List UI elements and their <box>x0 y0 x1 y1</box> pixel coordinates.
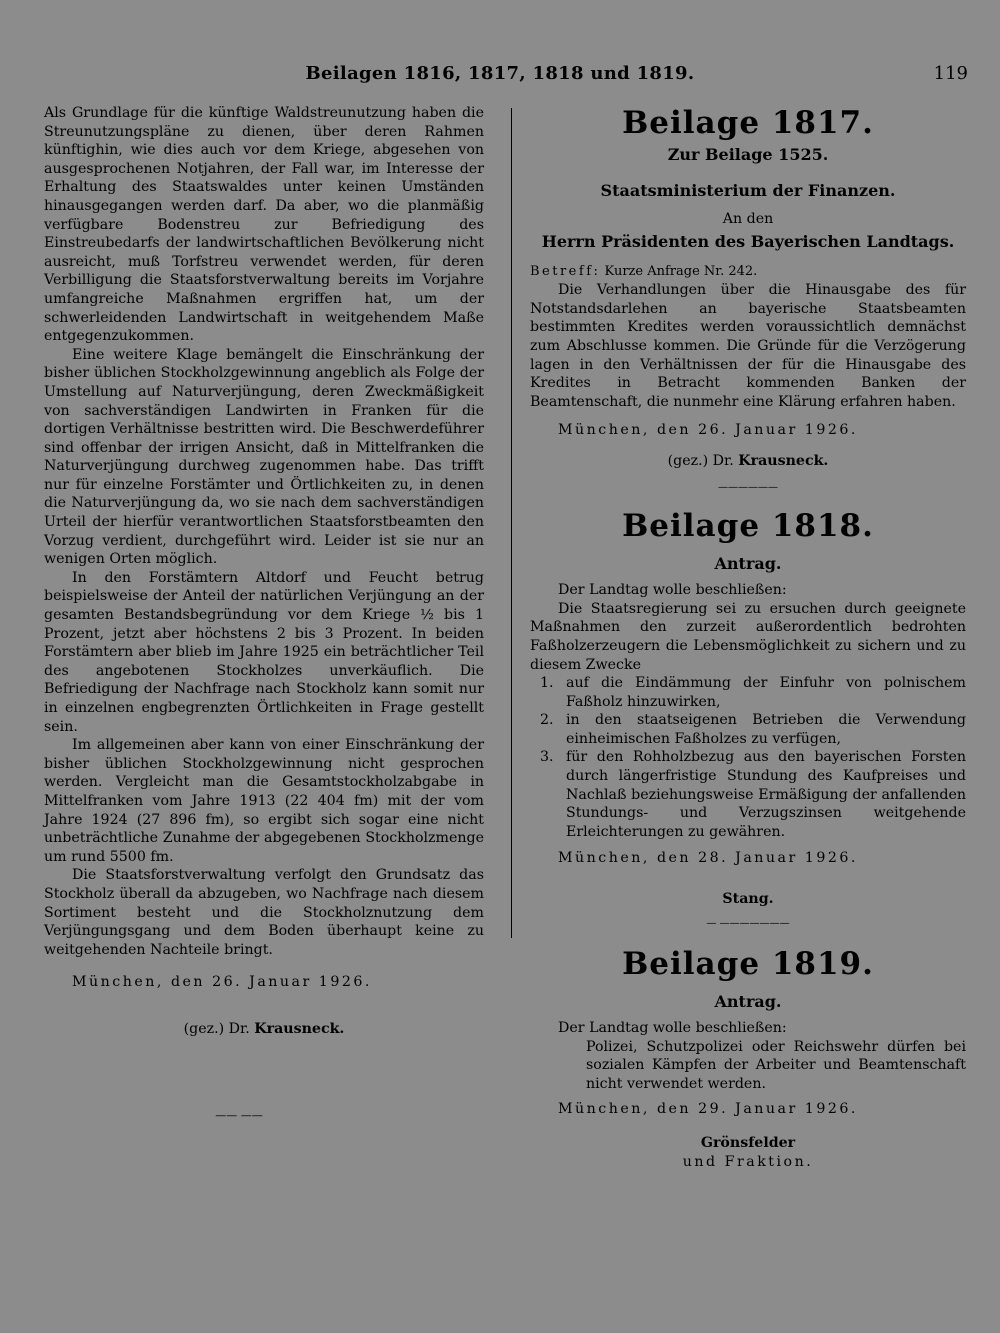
ministry-line: Staatsministerium der Finanzen. <box>600 181 896 200</box>
motion-label: Antrag. <box>714 992 782 1012</box>
column-divider <box>511 108 512 938</box>
reference-line: Zur Beilage 1525. <box>667 145 829 164</box>
section-title-1818: Beilage 1818. <box>622 508 874 545</box>
paragraph: Eine weitere Klage bemängelt die Einschränkung der bisher üblichen Stockholzgewinnung angeblich als Folge der Umstellung auf Naturverjüngung, deren Zweckmäßigkeit von sachverständigen Landwirten in Franken für die dortigen Verhältnisse bestritten wird. Die Beschwerdeführer sind offenbar der irrigen Ansicht, daß in Mittelfranken die Naturverjüngung durchweg zugenommen habe. Das trifft nur für einzelne Forstämter und Örtlichkeiten zu, in denen die Naturverjüngung da, wo sie nach dem sachverständigen Urteil der hierfür verantwortlichen Staatsforstbeamten den Vorzug verdient, durchgeführt wird. Leider ist sie nur an wenigen Orten möglich. <box>44 346 484 568</box>
signature <box>530 452 966 471</box>
signature <box>44 1020 484 1039</box>
paragraph: In den Forstämtern Altdorf und Feucht betrug beispielsweise der Anteil der natürlichen Verjüngung an der gesamten Bestandsbegründung vor dem Kriege ½ bis 1 Prozent, jetzt aber höchstens 2 bis 3 Prozent. In beiden Forstämtern aber blieb im Jahre 1925 ein beträchtlicher Teil des angebotenen Stockholzes unverkäuflich. Die Befriedigung der Nachfrage nach Stockholz kann somit nur in einzelnen engbegrenzten Örtlichkeiten in Frage gestellt sein. <box>44 569 484 735</box>
date-line: München, den 26. Januar 1926. <box>72 974 372 991</box>
resolution-intro: Der Landtag wolle beschließen: <box>558 1020 787 1037</box>
left-column <box>44 104 484 1125</box>
subject-label: Betreff: <box>530 263 601 279</box>
demand-list <box>530 674 966 841</box>
section-title-1817: Beilage 1817. <box>622 105 874 141</box>
signature-name: Stang. <box>722 891 774 908</box>
paragraph: Die Staatsforstverwaltung verfolgt den Grundsatz das Stockholz überall da abzugeben, wo Nachfrage nach diesem Sortiment besteht und die Stockholznutzung dem Verjüngungsgang und dem Boden überhaupt keine zu weitgehenden Nachteile bringt. <box>44 867 484 958</box>
list-item: 1. auf die Eindämmung der Einfuhr von polnischem Faßholz hinzuwirken, <box>540 675 966 710</box>
signature-prefix: (gez.) Dr. <box>667 452 734 469</box>
list-item: 3. für den Rohholzbezug aus den bayerischen Forsten durch längerfristige Stundung des Kaufpreises und Nachlaß beziehungsweise Ermäßigung der anfallenden Stundungs- und Verzugszinsen weitgehende Erleichterungen zu gewähren. <box>540 749 966 840</box>
signature-suffix: und Fraktion. <box>682 1153 814 1170</box>
addressee: Herrn Präsidenten des Bayerischen Landtags. <box>541 231 955 251</box>
page-number: 119 <box>933 63 968 84</box>
section-title-1819: Beilage 1819. <box>622 946 874 983</box>
date-line: München, den 26. Januar 1926. <box>558 422 858 439</box>
list-item: 2. in den staatseigenen Betrieben die Verwendung einheimischen Faßholzes zu verfügen, <box>540 712 966 747</box>
date-line: München, den 28. Januar 1926. <box>558 850 858 867</box>
signature-prefix: (gez.) Dr. <box>183 1020 250 1037</box>
paragraph: Polizei, Schutzpolizei oder Reichswehr dürfen bei sozialen Kämpfen der Arbeiter und Beamtenschaft nicht verwendet werden. <box>586 1038 966 1092</box>
separator-rule: —————— <box>718 481 778 493</box>
page-header-title: Beilagen 1816, 1817, 1818 und 1819. <box>305 63 695 84</box>
resolution-intro: Der Landtag wolle beschließen: <box>558 582 787 599</box>
signature-name: Krausneck. <box>738 452 829 469</box>
addressee-prefix: An den <box>722 211 774 227</box>
paragraph: Als Grundlage für die künftige Waldstreunutzung haben die Streunutzungspläne zu dienen, über deren Rahmen künftighin, wie dies auch vor dem Kriege, abgesehen von ausgesprochenen Notjahren, der Fall war, im Interesse der Erhaltung des Staatswaldes unter keinen Umständen hinausgegangen werden darf. Da aber, wo die planmäßig verfügbare Bodenstreu zur Befriedigung des Einstreubedarfs der landwirtschaftlichen Bevölkerung nicht ausreicht, muß Torfstreu verwendet werden, für deren Verbilligung die Staatsforstverwaltung bereits im Vorjahre umfangreiche Maßnahmen ergriffen hat, um der schwerleidenden Landwirtschaft in weitgehendem Maße entgegenzukommen. <box>44 105 484 345</box>
subject-line <box>530 263 966 282</box>
date-line: München, den 29. Januar 1926. <box>558 1100 858 1117</box>
separator-rule: —— —— <box>215 1108 263 1122</box>
separator-rule: — ——————— <box>706 917 790 929</box>
subject-text: Kurze Anfrage Nr. 242. <box>604 263 758 279</box>
motion-label: Antrag. <box>714 554 782 574</box>
paragraph: Die Verhandlungen über die Hinausgabe des für Notstandsdarlehen an bayerische Staatsbeamten bestimmten Kredites werden voraussichtlich demnächst zum Abschlusse kommen. Die Gründe für die Verzögerung lagen in den Verhältnissen der für die Hinausgabe des Kredites in Betracht kommenden Banken der Beamtenschaft, die nunmehr eine Klärung erfahren haben. <box>530 282 966 410</box>
right-column <box>530 104 966 1171</box>
paragraph: Die Staatsregierung sei zu ersuchen durch geeignete Maßnahmen den zurzeit außerordentlich bedrohten Faßholzerzeugern die Lebensmöglichkeit zu sichern und zu diesem Zwecke <box>530 600 966 673</box>
signature-name: Grönsfelder <box>700 1135 796 1152</box>
paragraph: Im allgemeinen aber kann von einer Einschränkung der bisher üblichen Stockholzgewinnung nicht gesprochen werden. Vergleicht man die Gesamtstockholzabgabe in Mittelfranken vom Jahre 1913 (22 404 fm) mit der vom Jahre 1924 (27 896 fm), so ergibt sich sogar eine nicht unbeträchtliche Zunahme der abgegebenen Stockholzmenge um rund 5500 fm. <box>44 737 484 865</box>
signature-name: Krausneck. <box>254 1020 345 1037</box>
